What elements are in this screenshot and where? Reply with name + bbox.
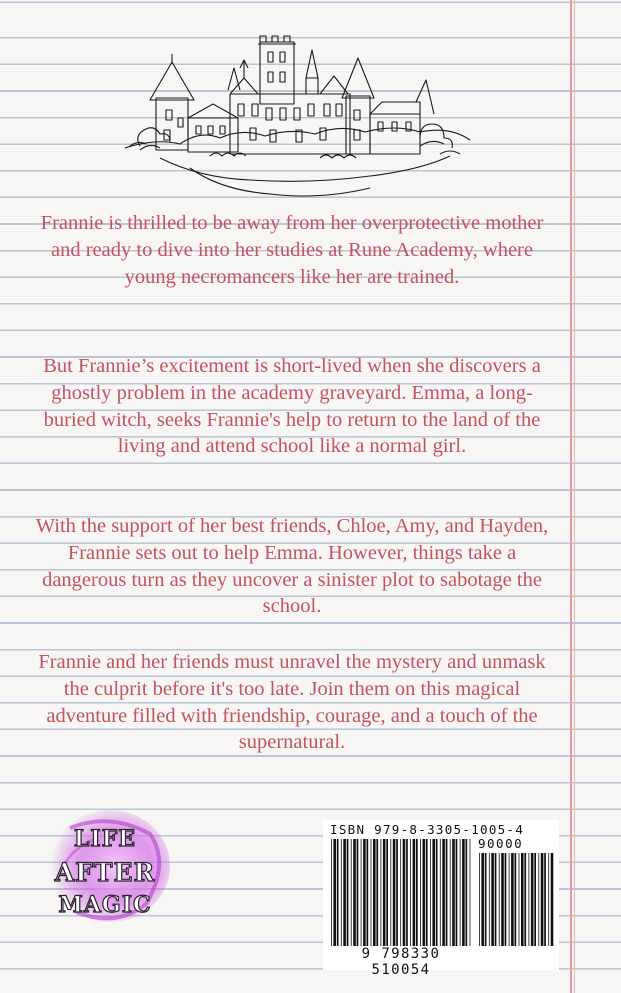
barcode-bar: [337, 839, 339, 946]
barcode-bar: [343, 839, 346, 946]
barcode-bar: [381, 839, 382, 946]
barcode-bar: [410, 839, 411, 946]
barcode-bar: [432, 839, 435, 946]
price-code: 90000: [478, 836, 524, 851]
logo-word-magic: MAGIC: [58, 892, 152, 918]
barcode-bar: [413, 839, 416, 946]
barcode-bar: [470, 839, 471, 946]
barcode-bar: [505, 853, 507, 946]
barcode-bar: [519, 853, 520, 946]
blurb-paragraph-4: Frannie and her friends must unravel the mystery and unmask the culprit before it's too late. Join them on this magical adventure filled with friendship, courage, and a touch of the supernatural.: [38, 651, 546, 754]
barcode-bar: [456, 839, 458, 946]
barcode-bar: [331, 839, 332, 946]
barcode-bar: [521, 853, 524, 946]
barcode-bar: [485, 853, 487, 946]
barcode-bar: [446, 839, 448, 946]
barcode-bar: [341, 839, 342, 946]
barcode-bar: [481, 853, 484, 946]
barcode-bar: [393, 839, 396, 946]
blurb-paragraph-1: Frannie is thrilled to be away from her overprotective mother and ready to dive into her studies at Rune Academy, where young necromancers like her are trained.: [40, 212, 544, 288]
logo-word-life: LIFE: [73, 826, 137, 852]
barcode-bar: [373, 839, 376, 946]
barcode-bar: [353, 839, 356, 946]
barcode-bar: [541, 853, 544, 946]
isbn-label: ISBN 979-8-3305-1005-4: [330, 822, 525, 837]
barcode-bar: [548, 853, 549, 946]
barcode-bar: [511, 853, 514, 946]
barcode-bar: [515, 853, 517, 946]
logo-word-after: AFTER: [54, 858, 156, 887]
castle-illustration-icon: [120, 18, 480, 206]
barcode-bar: [442, 839, 445, 946]
barcode-bar: [423, 839, 426, 946]
barcode-bar: [436, 839, 438, 946]
barcode-bar: [551, 853, 554, 946]
barcode-bar: [400, 839, 401, 946]
barcode-bar: [531, 853, 534, 946]
barcode-bar: [357, 839, 359, 946]
barcode-bar: [538, 853, 539, 946]
barcode-bar: [420, 839, 421, 946]
barcode-bar: [390, 839, 391, 946]
barcode-bar: [351, 839, 352, 946]
barcode-bar: [396, 839, 398, 946]
barcode-bar: [406, 839, 408, 946]
barcode-bar: [466, 839, 468, 946]
barcode-bar: [462, 839, 465, 946]
barcode-bar: [501, 853, 504, 946]
barcode-bar: [499, 853, 500, 946]
barcode-addon-bars: [478, 853, 554, 946]
barcode-bar: [491, 853, 494, 946]
barcode-number: 9 798330 510054: [361, 946, 441, 978]
barcode-bar: [430, 839, 431, 946]
barcode-bar: [460, 839, 461, 946]
barcode-bar: [509, 853, 510, 946]
barcode-bar: [347, 839, 349, 946]
barcode-bar: [440, 839, 441, 946]
barcode-bar: [524, 853, 526, 946]
barcode-bar: [386, 839, 388, 946]
margin-line: [570, 0, 572, 993]
barcode-bar: [426, 839, 428, 946]
barcode-bar: [544, 853, 546, 946]
barcode-bar: [363, 839, 366, 946]
barcode-bar: [450, 839, 451, 946]
barcode-bar: [367, 839, 369, 946]
barcode-main-bars: [330, 839, 472, 946]
blurb-paragraph-2: But Frannie’s excitement is short-lived when she discovers a ghostly problem in the academy graveyard. Emma, a long-buried witch, seeks Frannie's help to return to the land of the living and attend school like a normal girl.: [43, 355, 541, 458]
barcode-bar: [479, 853, 480, 946]
barcode-bar: [403, 839, 406, 946]
barcode-bar: [489, 853, 490, 946]
barcode-bar: [452, 839, 455, 946]
barcode-bar: [383, 839, 386, 946]
blurb-paragraph-3: With the support of her best friends, Chloe, Amy, and Hayden, Frannie sets out to help Emma. However, things take a dangerous turn as they uncover a sinister plot to sabotage the school.: [35, 515, 549, 618]
barcode-bar: [333, 839, 336, 946]
barcode-bar: [534, 853, 536, 946]
barcode-bar: [529, 853, 530, 946]
barcode-bar: [376, 839, 378, 946]
barcode-bar: [371, 839, 372, 946]
barcode-bar: [495, 853, 497, 946]
margin-line-inner: [574, 0, 575, 993]
barcode-bar: [416, 839, 418, 946]
barcode-bar: [361, 839, 362, 946]
